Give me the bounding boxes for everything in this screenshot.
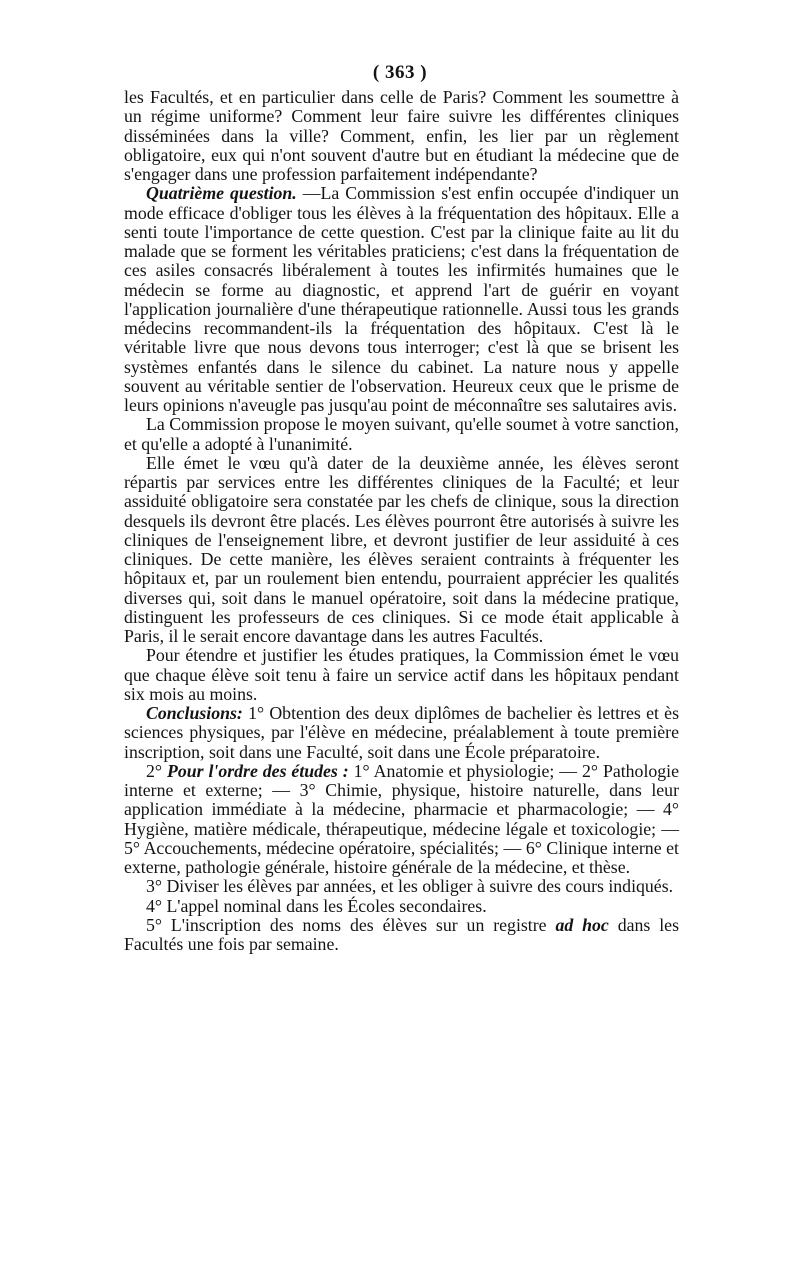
paragraph-text: 5° L'inscription des noms des élèves sur un registre xyxy=(146,914,556,935)
paragraph-text: 4° L'appel nominal dans les Écoles secondaires. xyxy=(146,895,487,916)
section-heading: Quatrième question. xyxy=(146,183,297,204)
item-number: 2° xyxy=(146,760,167,781)
paragraph-text: 3° Diviser les élèves par années, et les obliger à suivre des cours indiqués. xyxy=(146,876,674,897)
page-number: ( 363 ) xyxy=(372,62,428,83)
paragraph-voeu xyxy=(124,454,679,647)
paragraph-item-3 xyxy=(124,877,679,896)
paragraph-text: —La Commission s'est enfin occupée d'indiquer un mode efficace d'obliger tous les élèves à la fréquentation des hôpitaux. Elle a senti toute l'importance de cette question. C'est par la clinique faite au lit du malade que se forment les véritables praticiens; c'est dans la fréquentation de ces asiles consacrés libéralement à toutes les infirmités humaines que le médecin se forme au diagnostic, et apprend l'art de guérir en voyant l'application journalière d'une thérapeutique rationnelle. Aussi tous les grands médecins recommandent-ils la fréquentation des hôpitaux. C'est là le véritable livre que nous devons tous interroger; c'est là que se brisent les systèmes enfantés dans le silence du cabinet. La nature nous y appelle souvent au véritable sentier de l'observation. Heureux ceux que le prisme de leurs opinions n'aveugle pas jusqu'au point de méconnaître ses salutaires avis. xyxy=(124,183,679,415)
paragraph-proposal xyxy=(124,415,679,454)
paragraph-intro-questions xyxy=(124,88,679,184)
paragraph-quatrieme-question xyxy=(124,184,679,415)
paragraph-conclusions xyxy=(124,704,679,762)
paragraph-text: Elle émet le vœu qu'à dater de la deuxième année, les élèves seront répartis par services entre les différentes cliniques de la Faculté; et leur assiduité obligatoire sera constatée par les chefs de clinique, sous la direction desquels ils devront être placés. Les élèves pourront être autorisés à suivre les cliniques de l'enseignement libre, et devront justifier de leur assiduité à ces cliniques. De cette manière, les élèves seraient contraints à fréquenter les hôpitaux et, par un roulement bien entendu, pourraient apprécier les qualités diverses qui, soit dans le manuel opératoire, soit dans la médecine pratique, distinguent les professeurs de ces cliniques. Si ce mode était applicable à Paris, il le serait encore davantage dans les autres Facultés. xyxy=(124,452,679,646)
body-text xyxy=(124,88,679,954)
paragraph-ordre-etudes xyxy=(124,762,679,878)
paragraph-item-4 xyxy=(124,897,679,916)
paragraph-text: 1° Obtention des deux diplômes de bachelier ès lettres et ès sciences physiques, par l'élève en médecine, préalablement à toute première inscription, soit dans une Faculté, soit dans une École préparatoire. xyxy=(124,703,679,762)
paragraph-etudes-pratiques xyxy=(124,646,679,704)
paragraph-text: les Facultés, et en particulier dans celle de Paris? Comment les soumettre à un régime uniforme? Comment leur faire suivre les différentes cliniques disséminées dans la ville? Comment, enfin, les lier par un règlement obligatoire, eux qui n'ont souvent d'autre but en étudiant la médecine que de s'engager dans une profession parfaitement indépendante? xyxy=(124,87,679,184)
paragraph-text: Pour étendre et justifier les études pratiques, la Commission émet le vœu que chaque élève soit tenu à faire un service actif dans les hôpitaux pendant six mois au moins. xyxy=(124,645,679,704)
section-heading: Pour l'ordre des études : xyxy=(166,760,349,781)
paragraph-text: dans les Facultés une fois par semaine. xyxy=(124,914,679,954)
section-heading: Conclusions: xyxy=(146,703,243,723)
paragraph-text: La Commission propose le moyen suivant, qu'elle soumet à votre sanction, et qu'elle a adopté à l'unanimité. xyxy=(124,414,679,454)
paragraph-item-5 xyxy=(124,916,679,955)
paragraph-text: 1° Anatomie et physiologie; — 2° Pathologie interne et externe; — 3° Chimie, physique, histoire naturelle, dans leur application immédiate à la médecine, pharmacie et pharmacologie; — 4° Hygiène, matière médicale, thérapeutique, médecine légale et toxicologie; — 5° Accouchements, médecine opératoire, spécialités; — 6° Clinique interne et externe, pathologie générale, histoire générale de la médecine, et thèse. xyxy=(124,760,680,877)
emphasis-ad-hoc: ad hoc xyxy=(555,914,609,935)
